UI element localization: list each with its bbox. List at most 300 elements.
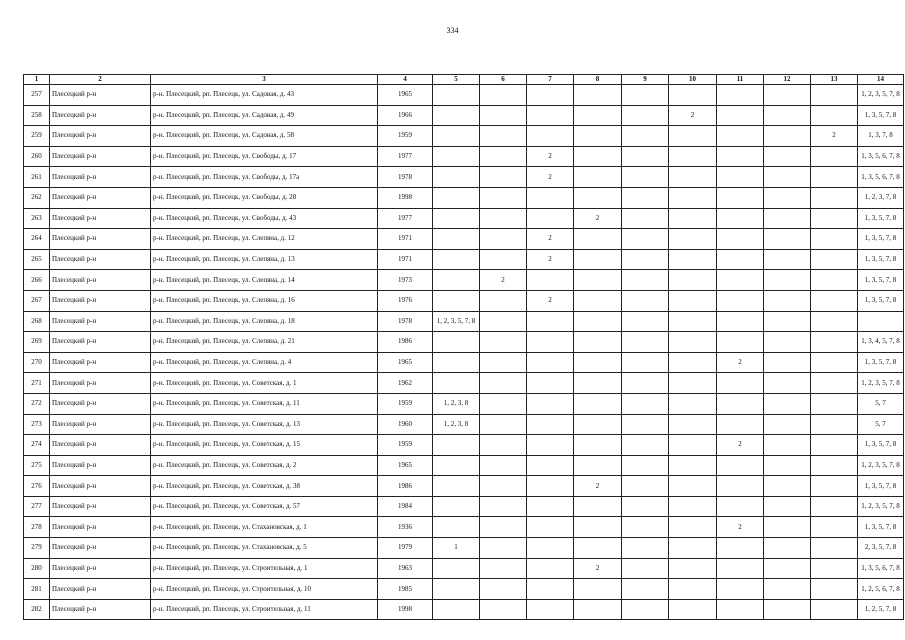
table-cell-col-7: 2	[527, 146, 574, 167]
table-cell-col-10	[669, 126, 717, 147]
table-cell-col-4: 1998	[378, 187, 433, 208]
table-row	[24, 558, 904, 579]
table-cell-col-6	[480, 517, 527, 538]
table-row	[24, 599, 904, 620]
table-cell-col-13	[811, 105, 858, 126]
table-cell-col-13	[811, 290, 858, 311]
table-cell-col-10	[669, 496, 717, 517]
table-cell-col-9	[622, 270, 669, 291]
table-cell-col-11	[717, 270, 764, 291]
column-header-11: 11	[717, 75, 764, 85]
table-row	[24, 414, 904, 435]
table-cell-col-4: 1978	[378, 311, 433, 332]
housing-table	[23, 74, 904, 620]
table-cell-col-11	[717, 105, 764, 126]
table-cell-col-13	[811, 435, 858, 456]
page-number: 334	[446, 26, 459, 35]
table-cell-col-6	[480, 373, 527, 394]
table-cell-col-14: 1, 3, 5, 7, 8	[858, 249, 904, 270]
table-cell-col-8	[574, 270, 622, 291]
table-cell-col-7	[527, 579, 574, 600]
table-cell-col-12	[764, 311, 811, 332]
table-cell-col-11: 2	[717, 517, 764, 538]
table-cell-col-13	[811, 373, 858, 394]
table-cell-col-14: 1, 2, 3, 5, 7, 8	[858, 496, 904, 517]
table-row	[24, 126, 904, 147]
table-cell-col-3: р-н. Плесецкий, рп. Плесецк, ул. Свободы, д. 28	[151, 187, 378, 208]
table-cell-col-4: 1986	[378, 476, 433, 497]
table-cell-col-8	[574, 599, 622, 620]
table-cell-col-13	[811, 414, 858, 435]
column-header-12: 12	[764, 75, 811, 85]
table-cell-col-6	[480, 352, 527, 373]
table-cell-col-9	[622, 538, 669, 559]
table-cell-col-7	[527, 311, 574, 332]
table-cell-col-14: 1, 2, 3, 5, 7, 8	[858, 373, 904, 394]
table-cell-col-2: Плесецкий р-н	[50, 373, 151, 394]
table-cell-col-14: 1, 2, 3, 5, 7, 8	[858, 455, 904, 476]
table-cell-col-8	[574, 187, 622, 208]
table-cell-col-14: 5, 7	[858, 414, 904, 435]
table-cell-col-10	[669, 517, 717, 538]
table-cell-col-6	[480, 229, 527, 250]
table-cell-col-3: р-н. Плесецкий, рп. Плесецк, ул. Стахановская, д. 1	[151, 517, 378, 538]
table-cell-col-8	[574, 352, 622, 373]
table-cell-col-4: 1998	[378, 599, 433, 620]
table-cell-col-9	[622, 599, 669, 620]
table-cell-col-9	[622, 476, 669, 497]
table-cell-col-1: 276	[24, 476, 50, 497]
table-cell-col-2: Плесецкий р-н	[50, 538, 151, 559]
table-cell-col-1: 269	[24, 332, 50, 353]
table-cell-col-6	[480, 167, 527, 188]
table-cell-col-7: 2	[527, 229, 574, 250]
table-cell-col-10	[669, 373, 717, 394]
table-cell-col-2: Плесецкий р-н	[50, 393, 151, 414]
table-cell-col-5: 1, 2, 3, 8	[433, 393, 480, 414]
table-cell-col-12	[764, 393, 811, 414]
table-cell-col-14: 1, 3, 5, 6, 7, 8	[858, 146, 904, 167]
table-cell-col-9	[622, 290, 669, 311]
column-header-10: 10	[669, 75, 717, 85]
column-header-4: 4	[378, 75, 433, 85]
table-cell-col-9	[622, 579, 669, 600]
table-cell-col-4: 1985	[378, 579, 433, 600]
table-cell-col-10	[669, 476, 717, 497]
table-cell-col-8	[574, 538, 622, 559]
table-cell-col-1: 259	[24, 126, 50, 147]
table-cell-col-2: Плесецкий р-н	[50, 496, 151, 517]
table-cell-col-6	[480, 249, 527, 270]
table-cell-col-10	[669, 579, 717, 600]
table-cell-col-7	[527, 393, 574, 414]
table-cell-col-2: Плесецкий р-н	[50, 105, 151, 126]
table-cell-col-9	[622, 187, 669, 208]
table-cell-col-11	[717, 558, 764, 579]
table-cell-col-12	[764, 352, 811, 373]
table-cell-col-14: 1, 2, 5, 6, 7, 8	[858, 579, 904, 600]
table-cell-col-13	[811, 85, 858, 106]
table-cell-col-8	[574, 373, 622, 394]
table-cell-col-4: 1965	[378, 85, 433, 106]
table-cell-col-5	[433, 373, 480, 394]
table-cell-col-7	[527, 208, 574, 229]
table-cell-col-4: 1959	[378, 393, 433, 414]
table-cell-col-3: р-н. Плесецкий, рп. Плесецк, ул. Советская, д. 57	[151, 496, 378, 517]
column-header-9: 9	[622, 75, 669, 85]
table-cell-col-9	[622, 85, 669, 106]
table-cell-col-1: 277	[24, 496, 50, 517]
table-cell-col-12	[764, 455, 811, 476]
column-header-7: 7	[527, 75, 574, 85]
table-cell-col-1: 279	[24, 538, 50, 559]
table-cell-col-3: р-н. Плесецкий, рп. Плесецк, ул. Строительная, д. 10	[151, 579, 378, 600]
table-cell-col-7	[527, 352, 574, 373]
table-cell-col-10	[669, 352, 717, 373]
table-cell-col-12	[764, 105, 811, 126]
table-cell-col-2: Плесецкий р-н	[50, 249, 151, 270]
table-cell-col-12	[764, 229, 811, 250]
table-row	[24, 579, 904, 600]
table-cell-col-1: 278	[24, 517, 50, 538]
table-row	[24, 455, 904, 476]
table-row	[24, 435, 904, 456]
table-cell-col-9	[622, 517, 669, 538]
table-cell-col-2: Плесецкий р-н	[50, 455, 151, 476]
table-cell-col-13	[811, 496, 858, 517]
table-cell-col-14: 1, 3, 7, 8	[858, 126, 904, 147]
table-cell-col-2: Плесецкий р-н	[50, 352, 151, 373]
table-cell-col-3: р-н. Плесецкий, рп. Плесецк, ул. Советская, д. 38	[151, 476, 378, 497]
table-cell-col-1: 264	[24, 229, 50, 250]
table-cell-col-13	[811, 455, 858, 476]
table-cell-col-7	[527, 538, 574, 559]
table-cell-col-3: р-н. Плесецкий, рп. Плесецк, ул. Советская, д. 2	[151, 455, 378, 476]
table-row	[24, 496, 904, 517]
table-cell-col-10	[669, 311, 717, 332]
table-cell-col-4: 1986	[378, 332, 433, 353]
table-cell-col-1: 257	[24, 85, 50, 106]
table-cell-col-4: 1965	[378, 352, 433, 373]
table-cell-col-10	[669, 208, 717, 229]
table-cell-col-14: 1, 3, 5, 7, 8	[858, 270, 904, 291]
table-cell-col-13	[811, 332, 858, 353]
table-cell-col-3: р-н. Плесецкий, рп. Плесецк, ул. Свободы, д. 43	[151, 208, 378, 229]
table-cell-col-10	[669, 558, 717, 579]
table-cell-col-13	[811, 208, 858, 229]
table-cell-col-14: 1, 3, 5, 6, 7, 8	[858, 558, 904, 579]
table-cell-col-1: 263	[24, 208, 50, 229]
table-cell-col-2: Плесецкий р-н	[50, 270, 151, 291]
table-cell-col-13	[811, 146, 858, 167]
table-cell-col-5: 1, 2, 3, 5, 7, 8	[433, 311, 480, 332]
table-cell-col-12	[764, 290, 811, 311]
table-cell-col-7	[527, 373, 574, 394]
table-cell-col-4: 1976	[378, 290, 433, 311]
table-row	[24, 229, 904, 250]
table-row	[24, 373, 904, 394]
table-cell-col-13	[811, 187, 858, 208]
table-cell-col-1: 272	[24, 393, 50, 414]
header-row	[24, 75, 904, 85]
table-cell-col-11	[717, 414, 764, 435]
table-cell-col-9	[622, 352, 669, 373]
table-cell-col-4: 1962	[378, 373, 433, 394]
table-cell-col-13	[811, 249, 858, 270]
table-cell-col-11	[717, 290, 764, 311]
table-cell-col-8	[574, 332, 622, 353]
table-cell-col-7	[527, 435, 574, 456]
table-cell-col-7	[527, 558, 574, 579]
table-cell-col-3: р-н. Плесецкий, рп. Плесецк, ул. Слепяна, д. 12	[151, 229, 378, 250]
table-cell-col-13	[811, 476, 858, 497]
table-cell-col-5	[433, 187, 480, 208]
column-header-5: 5	[433, 75, 480, 85]
table-cell-col-4: 1971	[378, 249, 433, 270]
table-cell-col-4: 1977	[378, 208, 433, 229]
table-cell-col-3: р-н. Плесецкий, рп. Плесецк, ул. Советская, д. 1	[151, 373, 378, 394]
table-cell-col-13	[811, 311, 858, 332]
table-row	[24, 311, 904, 332]
table-cell-col-9	[622, 496, 669, 517]
table-cell-col-12	[764, 187, 811, 208]
table-cell-col-10: 2	[669, 105, 717, 126]
table-cell-col-6	[480, 332, 527, 353]
table-cell-col-11	[717, 599, 764, 620]
table-cell-col-5	[433, 229, 480, 250]
table-cell-col-2: Плесецкий р-н	[50, 476, 151, 497]
table-cell-col-3: р-н. Плесецкий, рп. Плесецк, ул. Строительная, д. 1	[151, 558, 378, 579]
table-cell-col-4: 1936	[378, 517, 433, 538]
table-cell-col-2: Плесецкий р-н	[50, 579, 151, 600]
table-cell-col-6	[480, 126, 527, 147]
table-cell-col-4: 1959	[378, 435, 433, 456]
table-cell-col-7	[527, 85, 574, 106]
table-cell-col-8	[574, 146, 622, 167]
table-row	[24, 208, 904, 229]
table-cell-col-9	[622, 126, 669, 147]
table-cell-col-9	[622, 146, 669, 167]
table-cell-col-1: 274	[24, 435, 50, 456]
table-cell-col-5	[433, 435, 480, 456]
table-cell-col-13	[811, 393, 858, 414]
table-cell-col-10	[669, 435, 717, 456]
table-cell-col-5	[433, 167, 480, 188]
table-cell-col-6	[480, 146, 527, 167]
table-cell-col-11	[717, 187, 764, 208]
table-cell-col-13	[811, 579, 858, 600]
table-cell-col-3: р-н. Плесецкий, рп. Плесецк, ул. Слепяна, д. 16	[151, 290, 378, 311]
table-cell-col-14: 1, 3, 5, 7, 8	[858, 352, 904, 373]
table-cell-col-13	[811, 599, 858, 620]
table-cell-col-2: Плесецкий р-н	[50, 332, 151, 353]
table-cell-col-10	[669, 270, 717, 291]
table-cell-col-8: 2	[574, 476, 622, 497]
table-cell-col-12	[764, 146, 811, 167]
table-cell-col-3: р-н. Плесецкий, рп. Плесецк, ул. Советская, д. 13	[151, 414, 378, 435]
table-cell-col-11	[717, 373, 764, 394]
table-cell-col-1: 275	[24, 455, 50, 476]
table-cell-col-9	[622, 393, 669, 414]
column-header-13: 13	[811, 75, 858, 85]
table-cell-col-10	[669, 167, 717, 188]
table-cell-col-12	[764, 435, 811, 456]
table-cell-col-11	[717, 332, 764, 353]
table-cell-col-3: р-н. Плесецкий, рп. Плесецк, ул. Слепяна, д. 13	[151, 249, 378, 270]
table-cell-col-6	[480, 476, 527, 497]
table-cell-col-1: 280	[24, 558, 50, 579]
table-cell-col-12	[764, 373, 811, 394]
table-cell-col-2: Плесецкий р-н	[50, 85, 151, 106]
table-cell-col-2: Плесецкий р-н	[50, 599, 151, 620]
table-cell-col-5	[433, 146, 480, 167]
table-cell-col-10	[669, 249, 717, 270]
table-cell-col-5	[433, 476, 480, 497]
table-cell-col-7	[527, 126, 574, 147]
table-cell-col-2: Плесецкий р-н	[50, 126, 151, 147]
table-cell-col-10	[669, 455, 717, 476]
table-cell-col-8	[574, 414, 622, 435]
table-cell-col-3: р-н. Плесецкий, рп. Плесецк, ул. Слепяна, д. 18	[151, 311, 378, 332]
table-cell-col-2: Плесецкий р-н	[50, 290, 151, 311]
table-cell-col-11	[717, 455, 764, 476]
table-cell-col-13	[811, 352, 858, 373]
table-cell-col-13	[811, 538, 858, 559]
table-cell-col-10	[669, 85, 717, 106]
table-cell-col-6	[480, 579, 527, 600]
table-cell-col-13: 2	[811, 126, 858, 147]
column-header-1: 1	[24, 75, 50, 85]
table-cell-col-7	[527, 270, 574, 291]
table-cell-col-4: 1977	[378, 146, 433, 167]
table-cell-col-11	[717, 249, 764, 270]
table-cell-col-1: 273	[24, 414, 50, 435]
table-cell-col-5	[433, 579, 480, 600]
table-cell-col-1: 281	[24, 579, 50, 600]
table-cell-col-1: 262	[24, 187, 50, 208]
table-cell-col-14: 1, 3, 5, 7, 8	[858, 435, 904, 456]
table-cell-col-8	[574, 290, 622, 311]
table-cell-col-5	[433, 85, 480, 106]
table-row	[24, 332, 904, 353]
table-cell-col-4: 1973	[378, 270, 433, 291]
table-cell-col-5	[433, 455, 480, 476]
table-cell-col-10	[669, 414, 717, 435]
table-cell-col-14: 1, 3, 5, 7, 8	[858, 476, 904, 497]
table-cell-col-6	[480, 187, 527, 208]
table-cell-col-14: 1, 3, 5, 7, 8	[858, 105, 904, 126]
table-cell-col-7	[527, 476, 574, 497]
table-cell-col-6	[480, 455, 527, 476]
table-cell-col-1: 261	[24, 167, 50, 188]
table-row	[24, 290, 904, 311]
table-cell-col-7: 2	[527, 290, 574, 311]
table-cell-col-14: 1, 3, 5, 6, 7, 8	[858, 167, 904, 188]
table-cell-col-1: 266	[24, 270, 50, 291]
table-cell-col-8: 2	[574, 208, 622, 229]
table-cell-col-6	[480, 105, 527, 126]
table-cell-col-7	[527, 414, 574, 435]
table-cell-col-2: Плесецкий р-н	[50, 558, 151, 579]
table-cell-col-13	[811, 270, 858, 291]
table-cell-col-4: 1960	[378, 414, 433, 435]
table-cell-col-8	[574, 496, 622, 517]
table-cell-col-8	[574, 249, 622, 270]
column-header-14: 14	[858, 75, 904, 85]
table-cell-col-1: 271	[24, 373, 50, 394]
table-cell-col-12	[764, 558, 811, 579]
table-cell-col-12	[764, 599, 811, 620]
table-cell-col-6	[480, 538, 527, 559]
table-cell-col-8	[574, 229, 622, 250]
table-cell-col-4: 1965	[378, 455, 433, 476]
table-cell-col-12	[764, 517, 811, 538]
table-cell-col-6: 2	[480, 270, 527, 291]
table-body	[24, 85, 904, 620]
table-cell-col-6	[480, 414, 527, 435]
table-cell-col-1: 270	[24, 352, 50, 373]
column-header-2: 2	[50, 75, 151, 85]
table-row	[24, 393, 904, 414]
table-cell-col-11	[717, 476, 764, 497]
table-cell-col-12	[764, 538, 811, 559]
table-cell-col-8	[574, 105, 622, 126]
table-cell-col-14: 1, 3, 4, 5, 7, 8	[858, 332, 904, 353]
table-cell-col-9	[622, 558, 669, 579]
table-cell-col-14: 1, 2, 3, 7, 8	[858, 187, 904, 208]
table-cell-col-4: 1959	[378, 126, 433, 147]
column-header-6: 6	[480, 75, 527, 85]
table-row	[24, 85, 904, 106]
table-cell-col-7	[527, 187, 574, 208]
table-cell-col-14	[858, 311, 904, 332]
table-cell-col-5	[433, 290, 480, 311]
table-cell-col-4: 1966	[378, 105, 433, 126]
table-cell-col-4: 1979	[378, 538, 433, 559]
table-cell-col-3: р-н. Плесецкий, рп. Плесецк, ул. Стахановская, д. 5	[151, 538, 378, 559]
table-cell-col-6	[480, 311, 527, 332]
table-cell-col-7	[527, 599, 574, 620]
table-cell-col-9	[622, 455, 669, 476]
table-cell-col-12	[764, 414, 811, 435]
table-cell-col-2: Плесецкий р-н	[50, 414, 151, 435]
table-cell-col-9	[622, 105, 669, 126]
table-cell-col-11	[717, 85, 764, 106]
table-cell-col-5	[433, 496, 480, 517]
table-cell-col-14: 1, 2, 5, 7, 8	[858, 599, 904, 620]
table-cell-col-2: Плесецкий р-н	[50, 208, 151, 229]
table-cell-col-6	[480, 435, 527, 456]
table-cell-col-8: 2	[574, 558, 622, 579]
table-cell-col-6	[480, 85, 527, 106]
table-cell-col-6	[480, 208, 527, 229]
table-cell-col-3: р-н. Плесецкий, рп. Плесецк, ул. Свободы, д. 17а	[151, 167, 378, 188]
table-cell-col-7	[527, 496, 574, 517]
table-cell-col-6	[480, 599, 527, 620]
table-cell-col-5	[433, 105, 480, 126]
table-cell-col-7	[527, 517, 574, 538]
table-cell-col-6	[480, 496, 527, 517]
table-cell-col-8	[574, 126, 622, 147]
table-cell-col-12	[764, 249, 811, 270]
table-cell-col-9	[622, 332, 669, 353]
table-cell-col-8	[574, 311, 622, 332]
table-row	[24, 476, 904, 497]
table-cell-col-11: 2	[717, 352, 764, 373]
table-cell-col-1: 268	[24, 311, 50, 332]
table-cell-col-2: Плесецкий р-н	[50, 435, 151, 456]
table-cell-col-13	[811, 517, 858, 538]
